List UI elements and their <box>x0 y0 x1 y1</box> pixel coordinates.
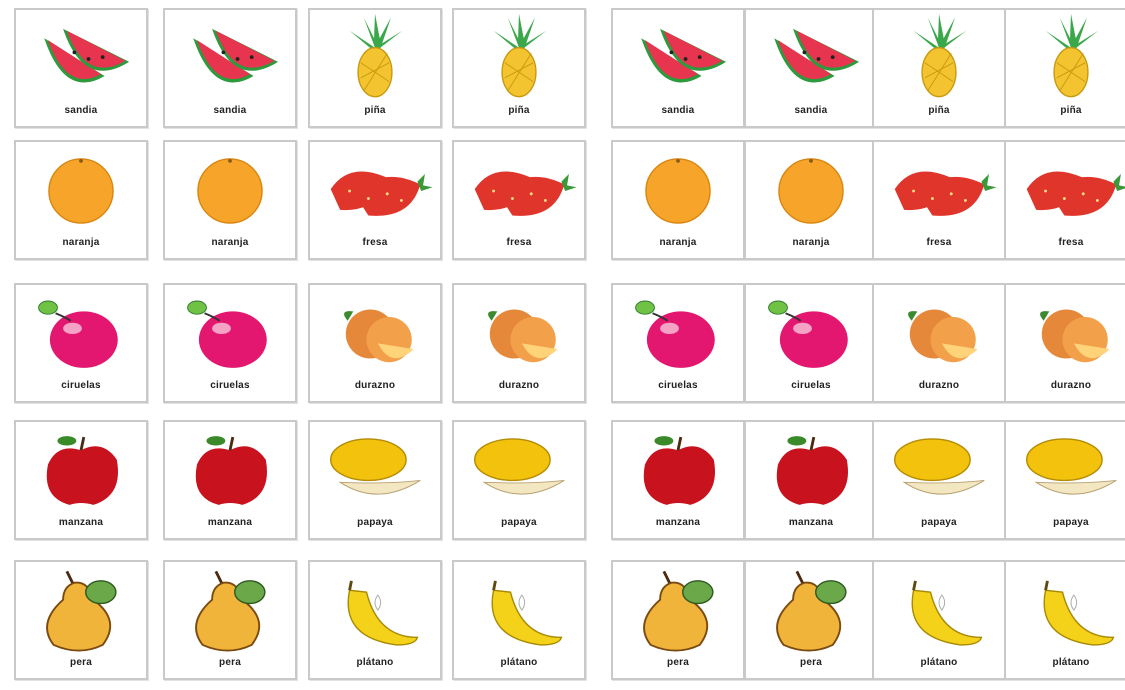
watermelon-icon <box>16 10 146 100</box>
fruit-card[interactable] <box>1004 560 1125 680</box>
fruit-card[interactable] <box>744 420 878 540</box>
apple-icon <box>16 422 146 512</box>
fruit-card[interactable] <box>744 8 878 128</box>
strawberry-icon <box>310 142 440 232</box>
pineapple-icon <box>1006 10 1125 100</box>
fruit-card[interactable] <box>872 140 1006 260</box>
fruit-label: piña <box>508 105 530 116</box>
fruit-card[interactable] <box>872 283 1006 403</box>
banana-icon <box>454 562 584 652</box>
fruit-card[interactable] <box>611 140 745 260</box>
fruit-label: pera <box>70 657 92 668</box>
fruit-label: durazno <box>1050 380 1092 391</box>
fruit-card[interactable] <box>872 8 1006 128</box>
fruit-label: sandia <box>213 105 247 116</box>
fruit-label: sandia <box>794 105 828 116</box>
orange-icon <box>746 142 876 232</box>
fruit-card[interactable] <box>1004 283 1125 403</box>
fruit-card[interactable] <box>1004 420 1125 540</box>
papaya-icon <box>310 422 440 512</box>
fruit-card[interactable] <box>452 283 586 403</box>
fruit-label: manzana <box>788 517 834 528</box>
fruit-card[interactable] <box>14 560 148 680</box>
apple-icon <box>165 422 295 512</box>
fruit-card[interactable] <box>1004 8 1125 128</box>
orange-icon <box>165 142 295 232</box>
pear-icon <box>613 562 743 652</box>
fruit-label: piña <box>1060 105 1082 116</box>
fruit-card[interactable] <box>744 283 878 403</box>
fruit-card[interactable] <box>872 560 1006 680</box>
fruit-card[interactable] <box>611 420 745 540</box>
fruit-label: naranja <box>211 237 249 248</box>
fruit-label: pera <box>219 657 241 668</box>
fruit-label: pera <box>667 657 689 668</box>
pineapple-icon <box>874 10 1004 100</box>
fruit-card[interactable] <box>308 560 442 680</box>
fruit-card[interactable] <box>744 560 878 680</box>
strawberry-icon <box>874 142 1004 232</box>
fruit-label: papaya <box>921 517 957 528</box>
papaya-icon <box>454 422 584 512</box>
fruit-label: ciruelas <box>61 380 101 391</box>
fruit-label: ciruelas <box>791 380 831 391</box>
plum-icon <box>746 285 876 375</box>
apple-icon <box>613 422 743 512</box>
fruit-label: durazno <box>918 380 960 391</box>
fruit-card[interactable] <box>452 8 586 128</box>
plum-icon <box>613 285 743 375</box>
fruit-card[interactable] <box>452 140 586 260</box>
strawberry-icon <box>1006 142 1125 232</box>
pear-icon <box>165 562 295 652</box>
banana-icon <box>1006 562 1125 652</box>
watermelon-icon <box>165 10 295 100</box>
fruit-card[interactable] <box>308 140 442 260</box>
fruit-card[interactable] <box>163 420 297 540</box>
fruit-card[interactable] <box>308 420 442 540</box>
fruit-label: papaya <box>357 517 393 528</box>
fruit-card[interactable] <box>611 283 745 403</box>
pineapple-icon <box>310 10 440 100</box>
fruit-label: papaya <box>501 517 537 528</box>
fruit-label: pera <box>800 657 822 668</box>
fruit-label: plátano <box>356 657 394 668</box>
fruit-card[interactable] <box>14 420 148 540</box>
apple-icon <box>746 422 876 512</box>
fruit-card[interactable] <box>308 8 442 128</box>
papaya-icon <box>1006 422 1125 512</box>
fruit-label: fresa <box>362 237 388 248</box>
fruit-label: plátano <box>500 657 538 668</box>
fruit-label: fresa <box>1058 237 1084 248</box>
fruit-card[interactable] <box>872 420 1006 540</box>
fruit-card[interactable] <box>744 140 878 260</box>
watermelon-icon <box>746 10 876 100</box>
strawberry-icon <box>454 142 584 232</box>
fruit-card[interactable] <box>611 560 745 680</box>
banana-icon <box>874 562 1004 652</box>
fruit-label: naranja <box>659 237 697 248</box>
fruit-card[interactable] <box>14 283 148 403</box>
fruit-card[interactable] <box>163 140 297 260</box>
fruit-card[interactable] <box>452 560 586 680</box>
fruit-card[interactable] <box>14 8 148 128</box>
peach-icon <box>1006 285 1125 375</box>
peach-icon <box>874 285 1004 375</box>
pear-icon <box>746 562 876 652</box>
fruit-card[interactable] <box>163 8 297 128</box>
fruit-label: ciruelas <box>658 380 698 391</box>
fruit-label: piña <box>928 105 950 116</box>
orange-icon <box>613 142 743 232</box>
fruit-label: piña <box>364 105 386 116</box>
banana-icon <box>310 562 440 652</box>
fruit-label: durazno <box>498 380 540 391</box>
fruit-label: papaya <box>1053 517 1089 528</box>
fruit-card[interactable] <box>163 560 297 680</box>
pineapple-icon <box>454 10 584 100</box>
fruit-label: manzana <box>207 517 253 528</box>
fruit-label: ciruelas <box>210 380 250 391</box>
fruit-label: fresa <box>926 237 952 248</box>
fruit-label: manzana <box>58 517 104 528</box>
fruit-label: durazno <box>354 380 396 391</box>
fruit-label: fresa <box>506 237 532 248</box>
fruit-card[interactable] <box>452 420 586 540</box>
fruit-card[interactable] <box>163 283 297 403</box>
peach-icon <box>454 285 584 375</box>
peach-icon <box>310 285 440 375</box>
fruit-card[interactable] <box>14 140 148 260</box>
papaya-icon <box>874 422 1004 512</box>
fruit-label: sandia <box>661 105 695 116</box>
pear-icon <box>16 562 146 652</box>
fruit-card[interactable] <box>1004 140 1125 260</box>
watermelon-icon <box>613 10 743 100</box>
fruit-card[interactable] <box>611 8 745 128</box>
orange-icon <box>16 142 146 232</box>
fruit-card[interactable] <box>308 283 442 403</box>
fruit-label: plátano <box>920 657 958 668</box>
plum-icon <box>16 285 146 375</box>
fruit-label: plátano <box>1052 657 1090 668</box>
fruit-label: naranja <box>792 237 830 248</box>
fruit-label: sandia <box>64 105 98 116</box>
fruit-label: manzana <box>655 517 701 528</box>
fruit-label: naranja <box>62 237 100 248</box>
plum-icon <box>165 285 295 375</box>
